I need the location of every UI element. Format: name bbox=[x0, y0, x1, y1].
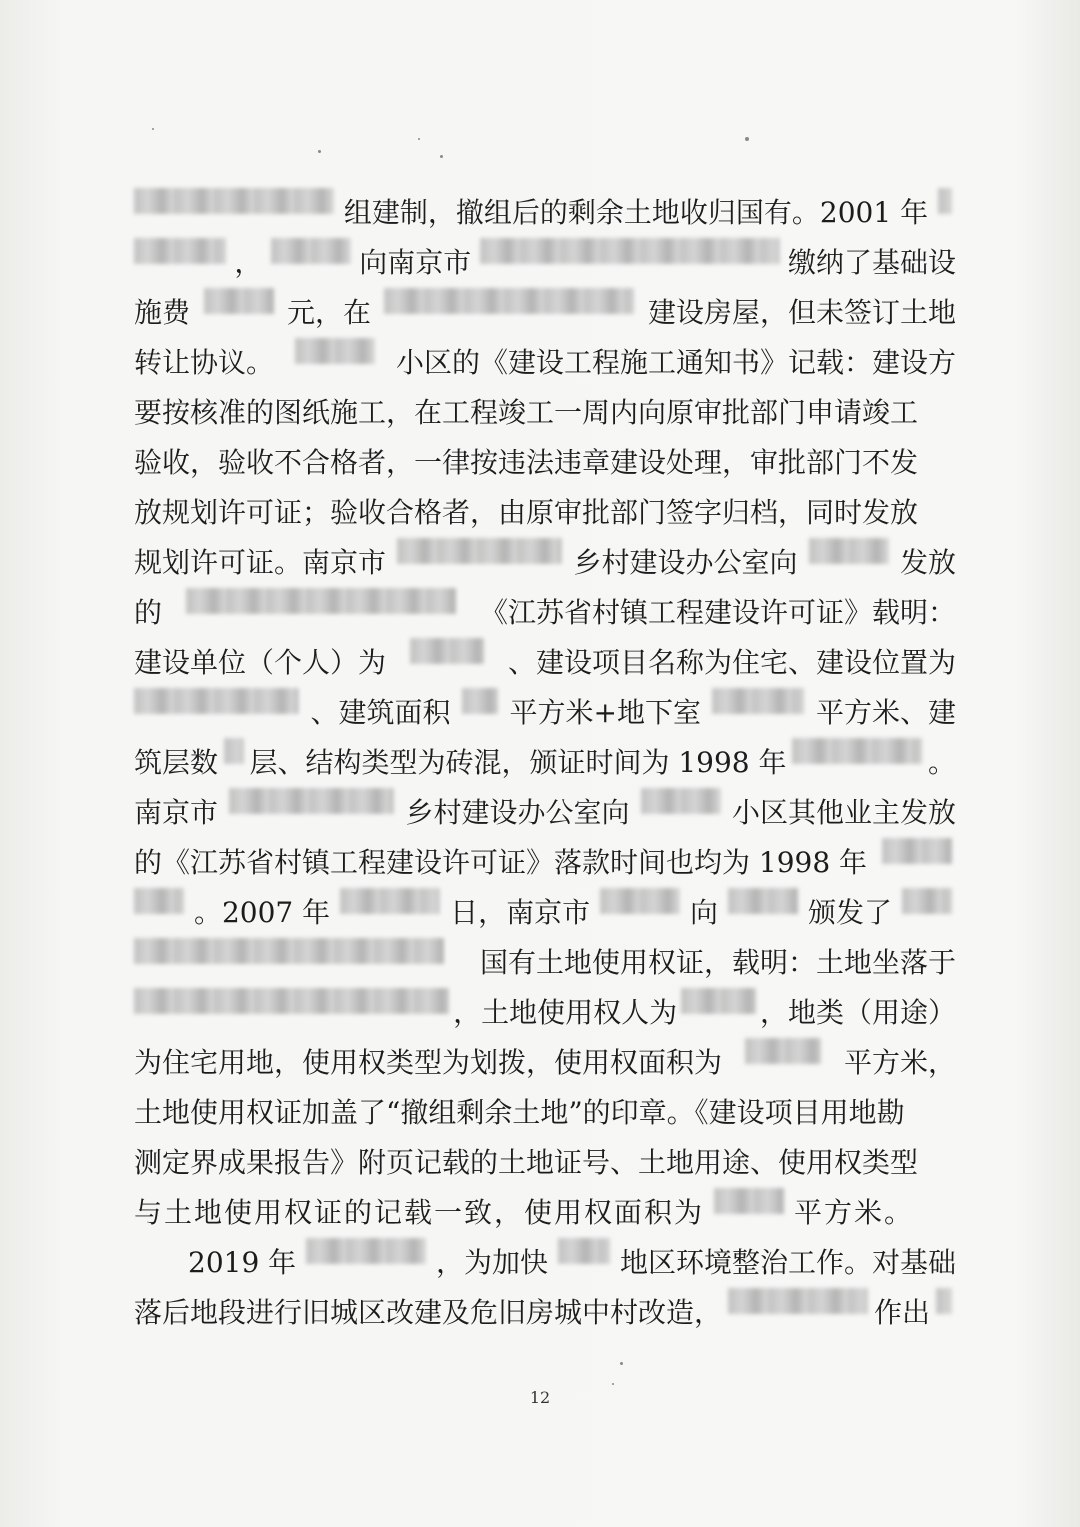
text-line bbox=[188, 1238, 956, 1288]
redaction bbox=[306, 1238, 426, 1264]
scan-speck bbox=[318, 150, 321, 153]
text-segment: 的《江苏省村镇工程建设许可证》落款时间也均为 1998 年 bbox=[134, 846, 868, 879]
redaction bbox=[938, 188, 952, 214]
redaction bbox=[882, 838, 952, 864]
redaction bbox=[397, 538, 562, 564]
text-segment: 南京市 bbox=[134, 796, 219, 829]
text-line bbox=[134, 1138, 956, 1188]
text-segment: 2019 年 bbox=[188, 1246, 297, 1279]
text-line bbox=[134, 388, 956, 438]
redaction bbox=[224, 738, 244, 764]
text-line bbox=[134, 938, 956, 988]
text-segment: 建设房屋，但未签订土地 bbox=[647, 296, 956, 329]
page-number: 12 bbox=[529, 1388, 551, 1407]
scan-speck bbox=[745, 137, 749, 141]
redaction bbox=[809, 538, 889, 564]
redaction bbox=[134, 888, 184, 914]
redaction bbox=[134, 238, 226, 264]
text-segment: 小区其他业主发放 bbox=[731, 796, 956, 829]
text-segment: 的 bbox=[134, 596, 163, 629]
text-segment: 发放 bbox=[899, 546, 956, 579]
text-segment: 作出 bbox=[873, 1296, 930, 1329]
text-segment: 、建设项目名称为住宅、建设位置为 bbox=[507, 646, 956, 679]
redaction bbox=[681, 988, 756, 1014]
redaction bbox=[792, 738, 922, 764]
redaction bbox=[936, 1288, 952, 1314]
redaction bbox=[134, 938, 444, 964]
text-segment: 转让协议。 bbox=[134, 346, 275, 379]
redaction bbox=[745, 1038, 821, 1064]
text-line bbox=[134, 738, 956, 788]
scan-speck bbox=[418, 138, 420, 140]
redaction bbox=[384, 288, 634, 314]
text-segment: ，地类（用途） bbox=[759, 996, 956, 1029]
text-line bbox=[134, 838, 956, 888]
text-segment: 与土地使用权证的记载一致，使用权面积为 bbox=[134, 1196, 705, 1229]
text-segment: 日，南京市 bbox=[450, 896, 591, 929]
text-segment: 平方米+地下室 bbox=[509, 696, 701, 729]
text-line bbox=[134, 1188, 956, 1238]
redaction bbox=[462, 688, 498, 714]
text-segment: 落后地段进行旧城区改建及危旧房城中村改造， bbox=[134, 1296, 723, 1329]
text-line bbox=[134, 1088, 956, 1138]
scan-speck bbox=[152, 128, 154, 130]
text-segment: 组建制，撤组后的剩余土地收归国有。2001 年 bbox=[343, 196, 929, 229]
text-segment: ，为加快 bbox=[436, 1246, 549, 1279]
text-segment: 放规划许可证；验收合格者，由原审批部门签字归档，同时发放 bbox=[134, 496, 919, 529]
redaction bbox=[134, 688, 299, 714]
text-line bbox=[134, 238, 956, 288]
text-segment: 地区环境整治工作。对基础 bbox=[619, 1246, 956, 1279]
text-line bbox=[134, 888, 956, 938]
text-segment: 元，在 bbox=[286, 296, 371, 329]
scan-speck bbox=[612, 1383, 614, 1385]
text-segment: 颁发了 bbox=[807, 896, 892, 929]
redaction bbox=[186, 588, 456, 614]
redaction bbox=[229, 788, 394, 814]
text-line bbox=[134, 538, 956, 588]
text-line bbox=[134, 688, 956, 738]
redaction bbox=[295, 338, 375, 364]
text-segment: ， bbox=[234, 246, 263, 279]
redaction bbox=[714, 1188, 784, 1214]
text-segment: 。 bbox=[927, 746, 956, 779]
text-segment: 为住宅用地，使用权类型为划拨，使用权面积为 bbox=[134, 1046, 723, 1079]
text-line bbox=[134, 1288, 956, 1338]
redaction bbox=[712, 688, 804, 714]
text-line bbox=[134, 988, 956, 1038]
text-segment: 平方米， bbox=[843, 1046, 956, 1079]
redaction bbox=[204, 288, 274, 314]
text-segment: 乡村建设办公室向 bbox=[573, 546, 798, 579]
text-segment: 国有土地使用权证，载明：土地坐落于 bbox=[479, 946, 956, 979]
text-line bbox=[134, 288, 956, 338]
redaction bbox=[641, 788, 721, 814]
redaction bbox=[558, 1238, 610, 1264]
text-line bbox=[134, 1038, 956, 1088]
text-segment: 施费 bbox=[134, 296, 191, 329]
text-segment: 土地使用权证加盖了“撤组剩余土地”的印章。《建设项目用地勘 bbox=[134, 1096, 905, 1129]
text-segment: ，土地使用权人为 bbox=[453, 996, 678, 1029]
scan-speck bbox=[620, 1362, 623, 1365]
text-line bbox=[134, 638, 956, 688]
text-segment: 《江苏省村镇工程建设许可证》载明： bbox=[479, 596, 956, 629]
text-segment: 规划许可证。南京市 bbox=[134, 546, 387, 579]
text-line bbox=[134, 588, 956, 638]
text-line bbox=[134, 338, 956, 388]
redaction bbox=[271, 238, 351, 264]
scan-speck bbox=[440, 155, 443, 158]
redaction bbox=[340, 888, 440, 914]
text-segment: 筑层数 bbox=[134, 746, 219, 779]
redaction bbox=[600, 888, 680, 914]
text-segment: 向 bbox=[690, 896, 719, 929]
text-segment: 要按核准的图纸施工，在工程竣工一周内向原审批部门申请竣工 bbox=[134, 396, 919, 429]
redaction bbox=[728, 888, 798, 914]
text-segment: 、建筑面积 bbox=[310, 696, 451, 729]
text-line bbox=[134, 438, 956, 488]
text-segment: 平方米、建 bbox=[815, 696, 956, 729]
text-segment: 小区的《建设工程施工通知书》记载：建设方 bbox=[395, 346, 956, 379]
text-segment: 。2007 年 bbox=[193, 896, 331, 929]
text-segment: 缴纳了基础设 bbox=[787, 246, 956, 279]
text-segment: 建设单位（个人）为 bbox=[134, 646, 387, 679]
redaction bbox=[134, 188, 334, 214]
redaction bbox=[480, 238, 780, 264]
text-segment: 验收，验收不合格者，一律按违法违章建设处理，审批部门不发 bbox=[134, 446, 919, 479]
redaction bbox=[134, 988, 449, 1014]
text-segment: 平方米。 bbox=[794, 1196, 915, 1229]
text-line bbox=[134, 488, 956, 538]
redaction bbox=[410, 638, 484, 664]
text-line bbox=[134, 788, 956, 838]
text-segment: 乡村建设办公室向 bbox=[405, 796, 630, 829]
text-segment: 测定界成果报告》附页记载的土地证号、土地用途、使用权类型 bbox=[134, 1146, 919, 1179]
text-segment: 向南京市 bbox=[359, 246, 472, 279]
text-segment: 层、结构类型为砖混，颁证时间为 1998 年 bbox=[249, 746, 787, 779]
redaction bbox=[902, 888, 952, 914]
redaction bbox=[728, 1288, 868, 1314]
text-line bbox=[134, 188, 956, 238]
